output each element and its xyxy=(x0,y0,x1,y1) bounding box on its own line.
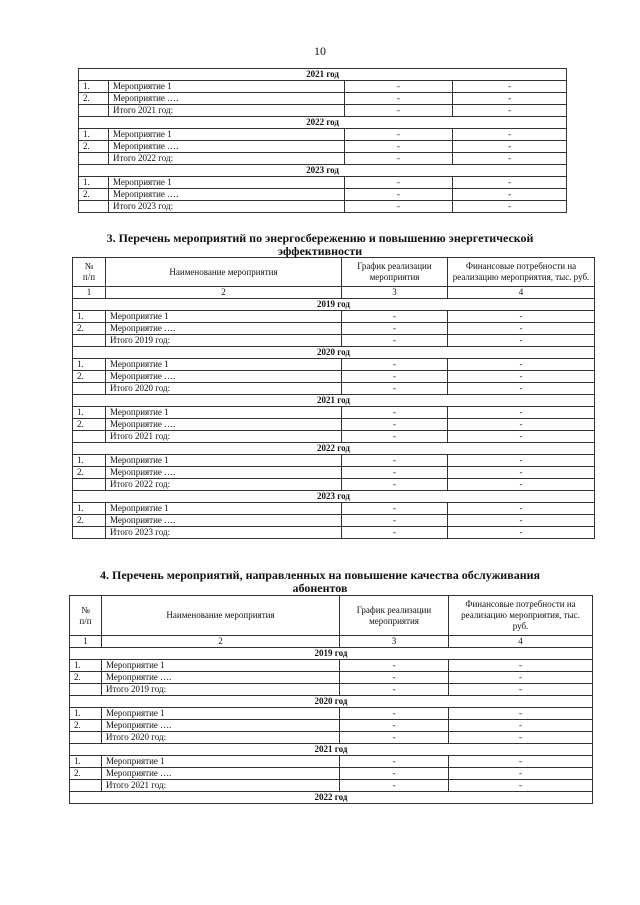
row-number xyxy=(79,153,109,165)
schedule-cell: - xyxy=(340,684,449,696)
row-number xyxy=(70,732,102,744)
table-row xyxy=(73,455,595,467)
row-number: 1. xyxy=(73,359,106,371)
total-label: Итого 2020 год: xyxy=(102,732,340,744)
column-number-1: 1 xyxy=(73,287,106,299)
schedule-cell: - xyxy=(342,431,448,443)
activity-name: Мероприятие …. xyxy=(102,672,340,684)
energy-saving-table-body xyxy=(73,299,595,539)
schedule-cell: - xyxy=(342,527,448,539)
activity-name: Мероприятие …. xyxy=(106,419,342,431)
schedule-cell: - xyxy=(342,419,448,431)
row-number xyxy=(70,684,102,696)
schedule-cell: - xyxy=(342,455,448,467)
finance-cell: - xyxy=(448,383,595,395)
activity-name: Мероприятие 1 xyxy=(109,129,345,141)
schedule-cell: - xyxy=(340,720,449,732)
schedule-cell: - xyxy=(340,780,449,792)
finance-cell: - xyxy=(453,153,567,165)
table-row xyxy=(70,720,593,732)
total-label: Итого 2021 год: xyxy=(106,431,342,443)
column-number-3: 3 xyxy=(342,287,448,299)
schedule-cell: - xyxy=(345,177,453,189)
table-row xyxy=(70,684,593,696)
row-number: 2. xyxy=(79,189,109,201)
finance-cell: - xyxy=(448,335,595,347)
table-row xyxy=(73,503,595,515)
finance-cell: - xyxy=(448,323,595,335)
service-quality-trailing xyxy=(70,792,593,804)
year-header: 2020 год xyxy=(73,347,595,359)
schedule-cell: - xyxy=(342,311,448,323)
column-number-4: 4 xyxy=(449,636,593,648)
service-quality-table xyxy=(69,595,593,804)
schedule-cell: - xyxy=(342,335,448,347)
column-header-finance: Финансовые потребности на реализацию мероприятия, тыс. руб. xyxy=(448,258,595,287)
activity-name: Мероприятие 1 xyxy=(106,359,342,371)
year-header: 2020 год xyxy=(70,696,593,708)
schedule-cell: - xyxy=(342,515,448,527)
finance-cell: - xyxy=(448,527,595,539)
row-number: 1. xyxy=(70,756,102,768)
year-header: 2022 год xyxy=(79,117,567,129)
table-row xyxy=(73,335,595,347)
section-3-title-line-2: эффективности xyxy=(277,244,363,258)
table-row xyxy=(70,732,593,744)
row-number: 2. xyxy=(79,93,109,105)
table-row xyxy=(73,479,595,491)
row-number: 1. xyxy=(73,311,106,323)
table-row xyxy=(79,153,567,165)
row-number xyxy=(73,479,106,491)
year-header: 2023 год xyxy=(79,165,567,177)
schedule-cell: - xyxy=(345,189,453,201)
row-number: 2. xyxy=(73,323,106,335)
finance-cell: - xyxy=(448,359,595,371)
table-row xyxy=(70,660,593,672)
column-header-name: Наименование мероприятия xyxy=(106,258,342,287)
finance-cell: - xyxy=(448,503,595,515)
finance-cell: - xyxy=(453,105,567,117)
column-number-3: 3 xyxy=(340,636,449,648)
year-header: 2021 год xyxy=(73,395,595,407)
activity-name: Мероприятие …. xyxy=(106,323,342,335)
activity-name: Мероприятие 1 xyxy=(109,81,345,93)
activity-name: Мероприятие 1 xyxy=(102,660,340,672)
schedule-cell: - xyxy=(345,129,453,141)
row-number: 1. xyxy=(70,660,102,672)
service-quality-table-body xyxy=(70,648,593,792)
column-number-2: 2 xyxy=(102,636,340,648)
continued-activities-table xyxy=(78,68,567,213)
activity-name: Мероприятие …. xyxy=(102,720,340,732)
table-row xyxy=(73,527,595,539)
finance-cell: - xyxy=(449,684,593,696)
row-number: 2. xyxy=(70,768,102,780)
activity-name: Мероприятие …. xyxy=(106,371,342,383)
finance-cell: - xyxy=(448,419,595,431)
schedule-cell: - xyxy=(342,371,448,383)
finance-cell: - xyxy=(453,189,567,201)
column-number-1: 1 xyxy=(70,636,102,648)
column-header-number: № п/п xyxy=(73,258,106,287)
year-header: 2022 год xyxy=(70,792,593,804)
year-header: 2021 год xyxy=(79,69,567,81)
schedule-cell: - xyxy=(340,768,449,780)
column-header-name: Наименование мероприятия xyxy=(102,596,340,636)
finance-cell: - xyxy=(449,768,593,780)
finance-cell: - xyxy=(448,479,595,491)
table-row xyxy=(79,129,567,141)
table-row xyxy=(79,189,567,201)
row-number xyxy=(73,431,106,443)
schedule-cell: - xyxy=(342,407,448,419)
finance-cell: - xyxy=(448,407,595,419)
schedule-cell: - xyxy=(345,201,453,213)
activity-name: Мероприятие 1 xyxy=(106,455,342,467)
row-number: 1. xyxy=(79,129,109,141)
row-number: 2. xyxy=(73,515,106,527)
finance-cell: - xyxy=(449,672,593,684)
table-row xyxy=(79,105,567,117)
table-row xyxy=(79,141,567,153)
table-row xyxy=(73,431,595,443)
column-header-schedule: График реализации мероприятия xyxy=(342,258,448,287)
finance-cell: - xyxy=(453,81,567,93)
activity-name: Мероприятие …. xyxy=(102,768,340,780)
row-number xyxy=(70,780,102,792)
activity-name: Мероприятие 1 xyxy=(102,708,340,720)
finance-cell: - xyxy=(448,431,595,443)
table-row xyxy=(70,768,593,780)
table-row xyxy=(73,383,595,395)
total-label: Итого 2019 год: xyxy=(106,335,342,347)
finance-cell: - xyxy=(448,455,595,467)
column-header-schedule: График реализации мероприятия xyxy=(340,596,449,636)
total-label: Итого 2020 год: xyxy=(106,383,342,395)
table-row xyxy=(73,407,595,419)
activity-name: Мероприятие …. xyxy=(109,93,345,105)
table-row xyxy=(73,515,595,527)
table-row xyxy=(73,467,595,479)
row-number: 1. xyxy=(79,81,109,93)
section-3-title xyxy=(0,232,640,258)
section-4-title-line-1: 4. Перечень мероприятий, направленных на повышение качества обслуживания xyxy=(99,568,541,582)
row-number: 1. xyxy=(73,503,106,515)
finance-cell: - xyxy=(449,660,593,672)
table-row xyxy=(73,323,595,335)
service-quality-table-header xyxy=(70,596,593,648)
schedule-cell: - xyxy=(340,708,449,720)
table-row xyxy=(73,371,595,383)
finance-cell: - xyxy=(449,780,593,792)
finance-cell: - xyxy=(448,467,595,479)
year-header: 2022 год xyxy=(73,443,595,455)
schedule-cell: - xyxy=(342,383,448,395)
row-number: 2. xyxy=(73,419,106,431)
table-row xyxy=(73,419,595,431)
finance-cell: - xyxy=(453,93,567,105)
schedule-cell: - xyxy=(342,359,448,371)
activity-name: Мероприятие 1 xyxy=(106,311,342,323)
row-number: 1. xyxy=(70,708,102,720)
row-number: 1. xyxy=(73,455,106,467)
finance-cell: - xyxy=(453,141,567,153)
activity-name: Мероприятие 1 xyxy=(102,756,340,768)
total-label: Итого 2022 год: xyxy=(109,153,345,165)
continued-table-body xyxy=(79,69,567,213)
energy-saving-table xyxy=(72,257,595,539)
finance-cell: - xyxy=(449,720,593,732)
page-number: 10 xyxy=(314,44,326,58)
year-header: 2019 год xyxy=(70,648,593,660)
finance-cell: - xyxy=(453,177,567,189)
schedule-cell: - xyxy=(342,467,448,479)
table-row xyxy=(79,201,567,213)
schedule-cell: - xyxy=(345,105,453,117)
finance-cell: - xyxy=(453,129,567,141)
column-header-number: № п/п xyxy=(70,596,102,636)
table-row xyxy=(70,672,593,684)
table-row xyxy=(70,756,593,768)
table-row xyxy=(73,311,595,323)
column-number-2: 2 xyxy=(106,287,342,299)
row-number: 1. xyxy=(79,177,109,189)
activity-name: Мероприятие 1 xyxy=(106,503,342,515)
table-row xyxy=(70,708,593,720)
schedule-cell: - xyxy=(342,503,448,515)
schedule-cell: - xyxy=(342,479,448,491)
schedule-cell: - xyxy=(345,141,453,153)
total-label: Итого 2021 год: xyxy=(109,105,345,117)
finance-cell: - xyxy=(448,371,595,383)
row-number: 2. xyxy=(79,141,109,153)
finance-cell: - xyxy=(453,201,567,213)
activity-name: Мероприятие …. xyxy=(109,189,345,201)
table-row xyxy=(79,81,567,93)
schedule-cell: - xyxy=(342,323,448,335)
row-number xyxy=(73,527,106,539)
activity-name: Мероприятие …. xyxy=(106,515,342,527)
section-4-title-line-2: абонентов xyxy=(292,581,348,595)
year-header: 2019 год xyxy=(73,299,595,311)
row-number xyxy=(79,201,109,213)
finance-cell: - xyxy=(448,311,595,323)
row-number xyxy=(73,335,106,347)
finance-cell: - xyxy=(449,708,593,720)
schedule-cell: - xyxy=(345,93,453,105)
total-label: Итого 2023 год: xyxy=(106,527,342,539)
schedule-cell: - xyxy=(340,672,449,684)
row-number: 2. xyxy=(70,672,102,684)
section-3-title-line-1: 3. Перечень мероприятий по энергосбережению и повышению энергетической xyxy=(106,231,534,245)
total-label: Итого 2021 год: xyxy=(102,780,340,792)
schedule-cell: - xyxy=(340,660,449,672)
column-number-4: 4 xyxy=(448,287,595,299)
table-row xyxy=(79,93,567,105)
row-number: 2. xyxy=(70,720,102,732)
energy-saving-table-header xyxy=(73,258,595,299)
schedule-cell: - xyxy=(340,732,449,744)
finance-cell: - xyxy=(448,515,595,527)
activity-name: Мероприятие 1 xyxy=(106,407,342,419)
row-number xyxy=(79,105,109,117)
section-4-title xyxy=(0,569,640,595)
activity-name: Мероприятие 1 xyxy=(109,177,345,189)
total-label: Итого 2023 год: xyxy=(109,201,345,213)
schedule-cell: - xyxy=(345,153,453,165)
table-row xyxy=(79,177,567,189)
finance-cell: - xyxy=(449,732,593,744)
finance-cell: - xyxy=(449,756,593,768)
table-row xyxy=(70,780,593,792)
activity-name: Мероприятие …. xyxy=(109,141,345,153)
year-header: 2021 год xyxy=(70,744,593,756)
table-row xyxy=(73,359,595,371)
total-label: Итого 2022 год: xyxy=(106,479,342,491)
row-number: 2. xyxy=(73,371,106,383)
activity-name: Мероприятие …. xyxy=(106,467,342,479)
schedule-cell: - xyxy=(345,81,453,93)
row-number: 2. xyxy=(73,467,106,479)
column-header-finance: Финансовые потребности на реализацию мероприятия, тыс. руб. xyxy=(449,596,593,636)
row-number xyxy=(73,383,106,395)
schedule-cell: - xyxy=(340,756,449,768)
row-number: 1. xyxy=(73,407,106,419)
total-label: Итого 2019 год: xyxy=(102,684,340,696)
year-header: 2023 год xyxy=(73,491,595,503)
